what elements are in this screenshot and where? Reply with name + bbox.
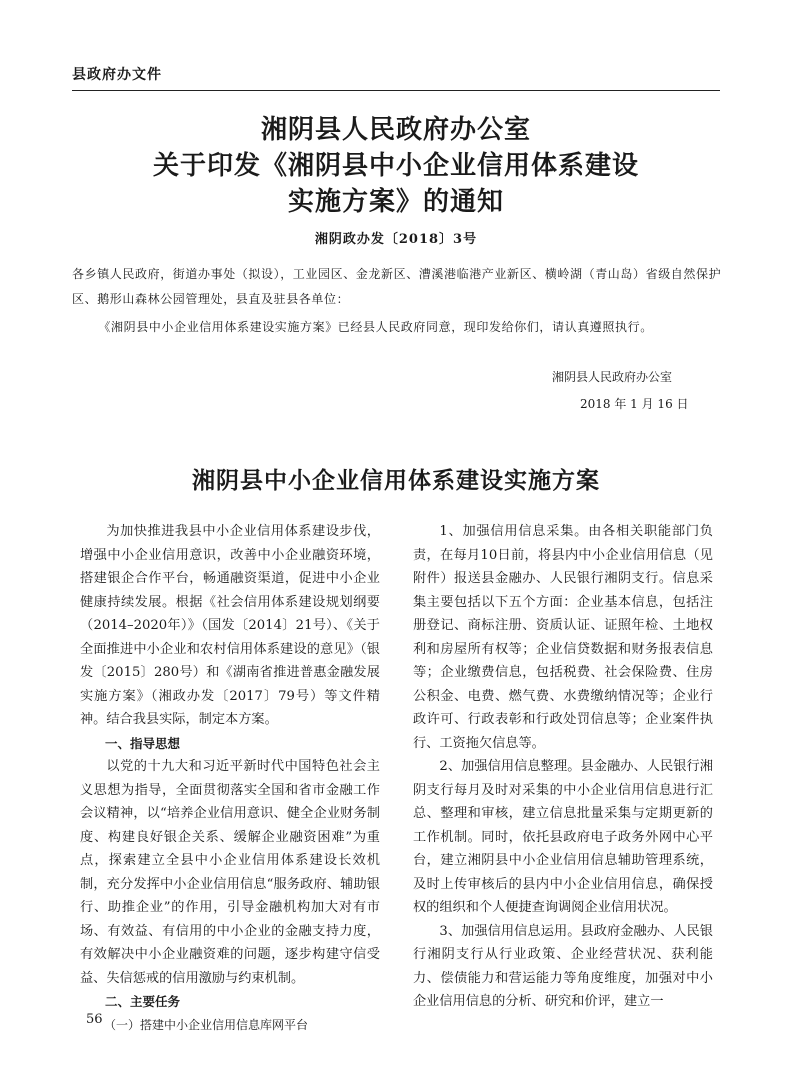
title-line: 实施方案》的通知 bbox=[287, 187, 504, 217]
title-line: 湘阴县人民政府办公室 bbox=[260, 115, 531, 145]
section-heading: 一、指导思想 bbox=[105, 735, 181, 751]
approval-text bbox=[72, 315, 722, 340]
subsection-heading: （一）搭建中小企业信用信息库网平台 bbox=[104, 1017, 309, 1032]
document-number: 湘阴政办发〔2018〕3号 bbox=[314, 232, 478, 247]
approval-sentence: 《湘阴县中小企业信用体系建设实施方案》已经县人民政府同意，现印发给你们，请认真遵照执行。 bbox=[98, 320, 653, 334]
intro-paragraph: 为加快推进我县中小企业信用体系建设步伐，增强中小企业信用意识，改善中小企业融资环境，搭建银企合作平台，畅通融资渠道，促进中小企业健康持续发展。根据《社会信用体系建设规划纲要（2014–2020年）》（国发〔2014〕21号）、《关于全面推进中小企业和农村信用体系建设的意见》（银发〔2015〕280号）和《湖南省推进普惠金融发展实施方案》（湘政办发〔2017〕79号）等文件精神。结合我县实际，制定本方案。 bbox=[80, 524, 380, 727]
page-number: 56 bbox=[86, 1012, 103, 1027]
notice-title bbox=[72, 112, 720, 220]
issue-date: 2018 年 1 月 16 日 bbox=[580, 397, 689, 411]
task-paragraph: 3、加强信用信息运用。县政府金融办、人民银行湘阴支行从行业政策、企业经营状况、获利能力、偿债能力和营运能力等角度维度，加强对中小企业信用信息的分析、研究和价评，建立一 bbox=[413, 923, 713, 1009]
issuer-signature: 湘阴县人民政府办公室 bbox=[552, 370, 673, 384]
addressees: 各乡镇人民政府，街道办事处（拟设），工业园区、金龙新区、漕溪港临港产业新区、横岭湖（青山岛）省级自然保护区、鹅形山森林公园管理处，县直及驻县各单位： bbox=[72, 267, 722, 306]
header-rule bbox=[72, 90, 720, 91]
guiding-paragraph: 以党的十九大和习近平新时代中国特色社会主义思想为指导，全面贯彻落实全国和省市金融工作会议精神，以“培养企业信用意识、健全企业财务制度、构建良好银企关系、缓解企业融资困难”为重点，探索建立全县中小企业信用体系建设长效机制，充分发挥中小企业信用信息“服务政府、辅助银行、助推企业”的作用，引导金融机构加大对有市场、有效益、有信用的中小企业的金融支持力度，有效解决中小企业融资难的问题，逐步构建守信受益、失信惩戒的信用激励与约束机制。 bbox=[80, 759, 380, 986]
running-header: 县政府办文件 bbox=[72, 67, 162, 83]
task-paragraph: 2、加强信用信息整理。县金融办、人民银行湘阴支行每月及时对采集的中小企业信用信息进行汇总、整理和审核，建立信息批量采集与定期更新的工作机制。同时，依托县政府电子政务外网中心平台，建立湘阴县中小企业信用信息辅助管理系统，及时上传审核后的县内中小企业信用信息，确保授权的组织和个人便捷查询调阅企业信用状况。 bbox=[413, 759, 713, 915]
title-line: 关于印发《湘阴县中小企业信用体系建设 bbox=[152, 151, 639, 181]
task-paragraph: 1、加强信用信息采集。由各相关职能部门负责，在每月10日前，将县内中小企业信用信息（见附件）报送县金融办、人民银行湘阴支行。信息采集主要包括以下五个方面：企业基本信息，包括注册登记、商标注册、资质认证、证照年检、土地权利和房屋所有权等；企业信贷数据和财务报表信息等；企业缴费信息，包括税费、社会保险费、住房公积金、电费、燃气费、水费缴纳情况等；企业行政许可、行政表彰和行政处罚信息等；企业案件执行、工资拖欠信息等。 bbox=[413, 524, 713, 751]
plan-title: 湘阴县中小企业信用体系建设实施方案 bbox=[192, 467, 600, 494]
left-column bbox=[80, 520, 380, 1037]
right-column bbox=[413, 520, 713, 1014]
section-heading: 二、主要任务 bbox=[105, 994, 181, 1009]
